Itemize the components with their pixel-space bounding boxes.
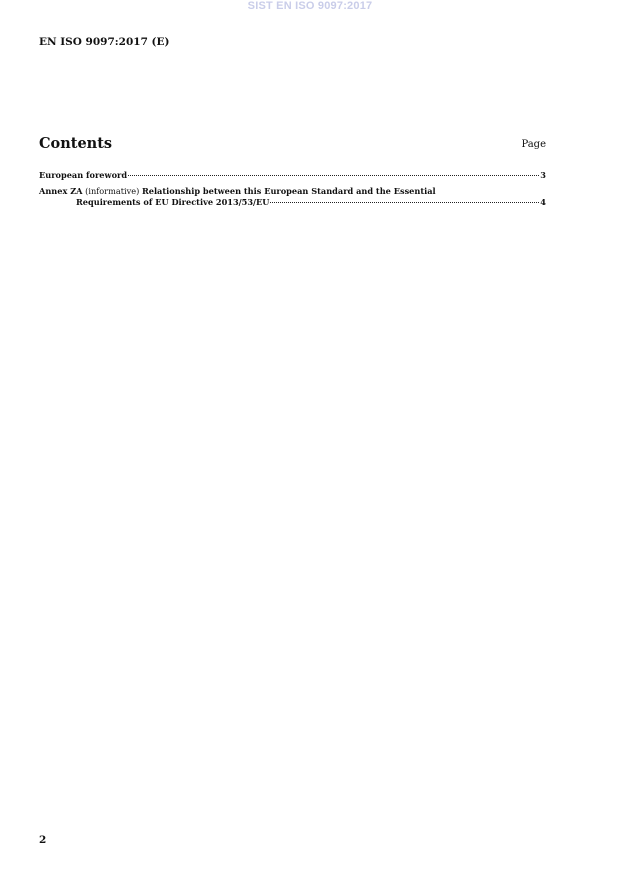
contents-heading: Contents — [39, 135, 113, 152]
toc-entry-annex-za[interactable] — [39, 186, 546, 208]
annex-prefix: Annex ZA — [39, 186, 83, 196]
document-identifier: EN ISO 9097:2017 (E) — [39, 36, 170, 48]
toc-entry-foreword[interactable] — [39, 170, 546, 181]
watermark: SIST EN ISO 9097:2017 — [247, 0, 373, 12]
annex-title-line2: Requirements of EU Directive 2013/53/EU — [76, 197, 270, 207]
annex-title-line1: Relationship between this European Standard and the Essential — [141, 186, 436, 196]
dot-leader — [128, 175, 539, 176]
toc-entry-page: 4 — [540, 197, 546, 207]
annex-note: (informative) — [85, 186, 140, 196]
toc-entry-page: 3 — [540, 170, 546, 180]
dot-leader — [270, 202, 539, 203]
page-column-label: Page — [521, 139, 546, 150]
page-number: 2 — [39, 834, 47, 846]
toc-entry-label: European foreword — [39, 170, 128, 180]
table-of-contents — [39, 170, 546, 208]
